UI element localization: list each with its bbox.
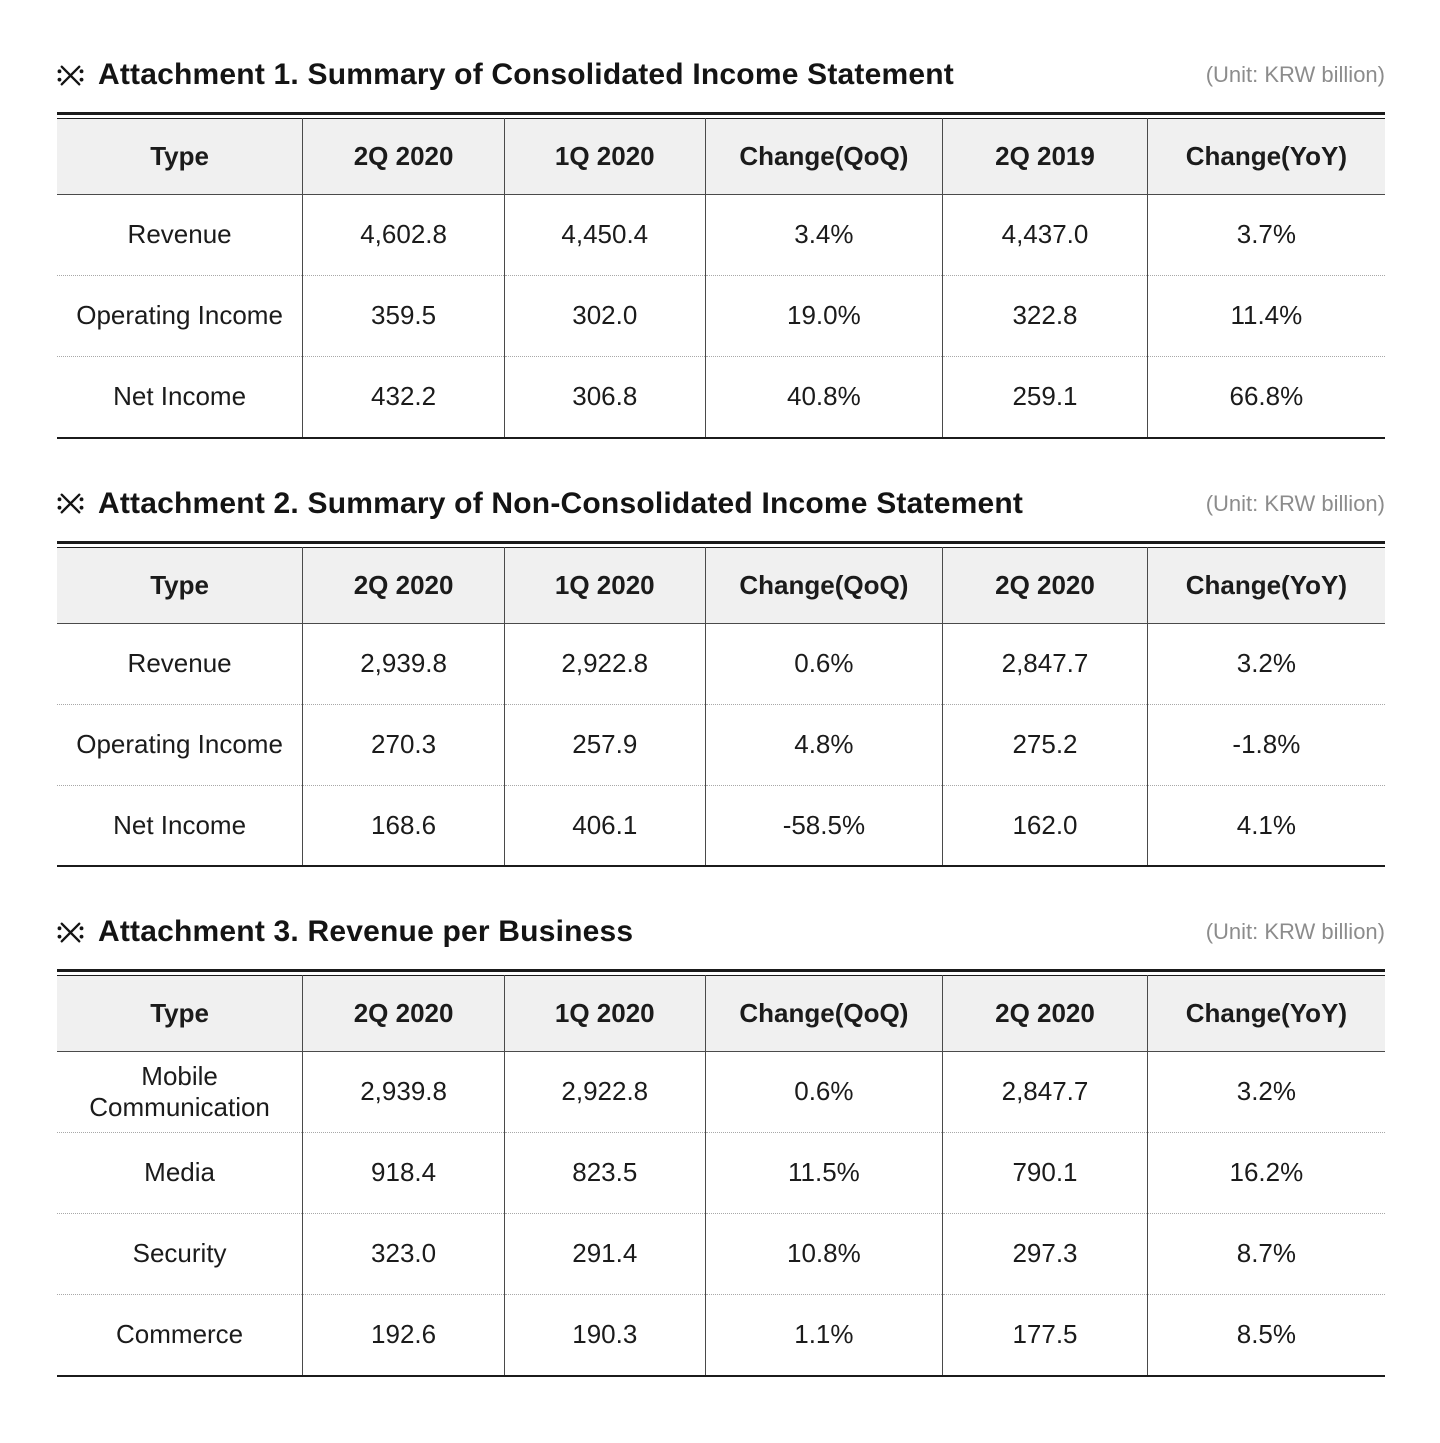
column-header: Change(QoQ) — [705, 976, 943, 1052]
cell-value: 2,939.8 — [303, 1052, 505, 1133]
cell-value: -58.5% — [705, 785, 943, 866]
row-label: Operating Income — [57, 704, 303, 785]
cell-value: 11.4% — [1147, 276, 1385, 357]
section-title — [57, 915, 633, 949]
table-row — [57, 623, 1385, 704]
cell-value: 19.0% — [705, 276, 943, 357]
cell-value: 270.3 — [303, 704, 505, 785]
cell-value: 4,602.8 — [303, 195, 505, 276]
section-header — [57, 487, 1385, 521]
cell-value: 322.8 — [943, 276, 1148, 357]
table-frame — [57, 969, 1385, 1377]
cell-value: 4.8% — [705, 704, 943, 785]
section-title-text: Attachment 2. Summary of Non-Consolidated Income Statement — [98, 486, 1024, 520]
row-label: Net Income — [57, 357, 303, 438]
column-header: Type — [57, 976, 303, 1052]
cell-value: 66.8% — [1147, 357, 1385, 438]
reference-mark-icon — [57, 490, 84, 517]
column-header: 2Q 2020 — [303, 119, 505, 195]
cell-value: 790.1 — [943, 1133, 1148, 1214]
column-header: 1Q 2020 — [505, 547, 706, 623]
table-row — [57, 1052, 1385, 1133]
row-label: Operating Income — [57, 276, 303, 357]
section-title — [57, 487, 1023, 521]
cell-value: 2,922.8 — [505, 623, 706, 704]
table-frame — [57, 541, 1385, 868]
column-header: 2Q 2019 — [943, 119, 1148, 195]
cell-value: 3.2% — [1147, 623, 1385, 704]
cell-value: 177.5 — [943, 1295, 1148, 1376]
unit-label: (Unit: KRW billion) — [1205, 62, 1385, 87]
cell-value: 3.7% — [1147, 195, 1385, 276]
section-header — [57, 58, 1385, 92]
section-title — [57, 58, 954, 92]
cell-value: 4.1% — [1147, 785, 1385, 866]
column-header: 2Q 2020 — [303, 547, 505, 623]
cell-value: 2,922.8 — [505, 1052, 706, 1133]
column-header: 1Q 2020 — [505, 976, 706, 1052]
column-header: Change(QoQ) — [705, 547, 943, 623]
table-frame — [57, 112, 1385, 439]
table-row — [57, 785, 1385, 866]
cell-value: -1.8% — [1147, 704, 1385, 785]
column-header: Change(QoQ) — [705, 119, 943, 195]
cell-value: 359.5 — [303, 276, 505, 357]
cell-value: 306.8 — [505, 357, 706, 438]
section-header — [57, 915, 1385, 949]
cell-value: 323.0 — [303, 1214, 505, 1295]
column-header: Change(YoY) — [1147, 976, 1385, 1052]
column-header: 2Q 2020 — [943, 976, 1148, 1052]
cell-value: 3.2% — [1147, 1052, 1385, 1133]
cell-value: 291.4 — [505, 1214, 706, 1295]
table-row — [57, 195, 1385, 276]
cell-value: 823.5 — [505, 1133, 706, 1214]
cell-value: 16.2% — [1147, 1133, 1385, 1214]
cell-value: 297.3 — [943, 1214, 1148, 1295]
cell-value: 10.8% — [705, 1214, 943, 1295]
cell-value: 162.0 — [943, 785, 1148, 866]
cell-value: 2,847.7 — [943, 1052, 1148, 1133]
cell-value: 190.3 — [505, 1295, 706, 1376]
cell-value: 4,437.0 — [943, 195, 1148, 276]
non-consolidated-income-table — [57, 547, 1385, 868]
cell-value: 406.1 — [505, 785, 706, 866]
table-row — [57, 1295, 1385, 1376]
column-header: 2Q 2020 — [303, 976, 505, 1052]
section-consolidated-income — [57, 58, 1385, 439]
cell-value: 11.5% — [705, 1133, 943, 1214]
table-row — [57, 357, 1385, 438]
row-label: Security — [57, 1214, 303, 1295]
section-revenue-per-business — [57, 915, 1385, 1377]
cell-value: 2,939.8 — [303, 623, 505, 704]
cell-value: 0.6% — [705, 1052, 943, 1133]
cell-value: 1.1% — [705, 1295, 943, 1376]
revenue-per-business-table — [57, 975, 1385, 1377]
row-label: Revenue — [127, 219, 232, 250]
cell-value: 8.5% — [1147, 1295, 1385, 1376]
unit-label: (Unit: KRW billion) — [1205, 919, 1385, 944]
cell-value: 302.0 — [505, 276, 706, 357]
row-label: Commerce — [57, 1295, 303, 1376]
cell-value: 918.4 — [303, 1133, 505, 1214]
row-label: Net Income — [57, 785, 303, 866]
table-row — [57, 1214, 1385, 1295]
section-title-text: Attachment 1. Summary of Consolidated Income Statement — [98, 58, 954, 91]
table-row — [57, 276, 1385, 357]
cell-value: 259.1 — [943, 357, 1148, 438]
reference-mark-icon — [57, 919, 84, 946]
reference-mark-icon — [57, 62, 84, 89]
cell-value: 275.2 — [943, 704, 1148, 785]
cell-value: 257.9 — [505, 704, 706, 785]
consolidated-income-table — [57, 118, 1385, 439]
row-label: Revenue — [127, 647, 232, 678]
column-header: Type — [57, 119, 303, 195]
section-non-consolidated-income — [57, 487, 1385, 868]
column-header: 2Q 2020 — [943, 547, 1148, 623]
column-header: Change(YoY) — [1147, 547, 1385, 623]
cell-value: 3.4% — [705, 195, 943, 276]
row-label: Mobile Communication — [89, 1060, 270, 1122]
cell-value: 4,450.4 — [505, 195, 706, 276]
cell-value: 432.2 — [303, 357, 505, 438]
cell-value: 2,847.7 — [943, 623, 1148, 704]
table-row — [57, 704, 1385, 785]
row-label: Media — [57, 1133, 303, 1214]
cell-value: 0.6% — [705, 623, 943, 704]
section-title-text: Attachment 3. Revenue per Business — [98, 915, 634, 948]
unit-label: (Unit: KRW billion) — [1205, 490, 1385, 516]
cell-value: 40.8% — [705, 357, 943, 438]
column-header: 1Q 2020 — [505, 119, 706, 195]
column-header: Type — [57, 547, 303, 623]
column-header: Change(YoY) — [1147, 119, 1385, 195]
table-row — [57, 1133, 1385, 1214]
cell-value: 168.6 — [303, 785, 505, 866]
cell-value: 192.6 — [303, 1295, 505, 1376]
cell-value: 8.7% — [1147, 1214, 1385, 1295]
